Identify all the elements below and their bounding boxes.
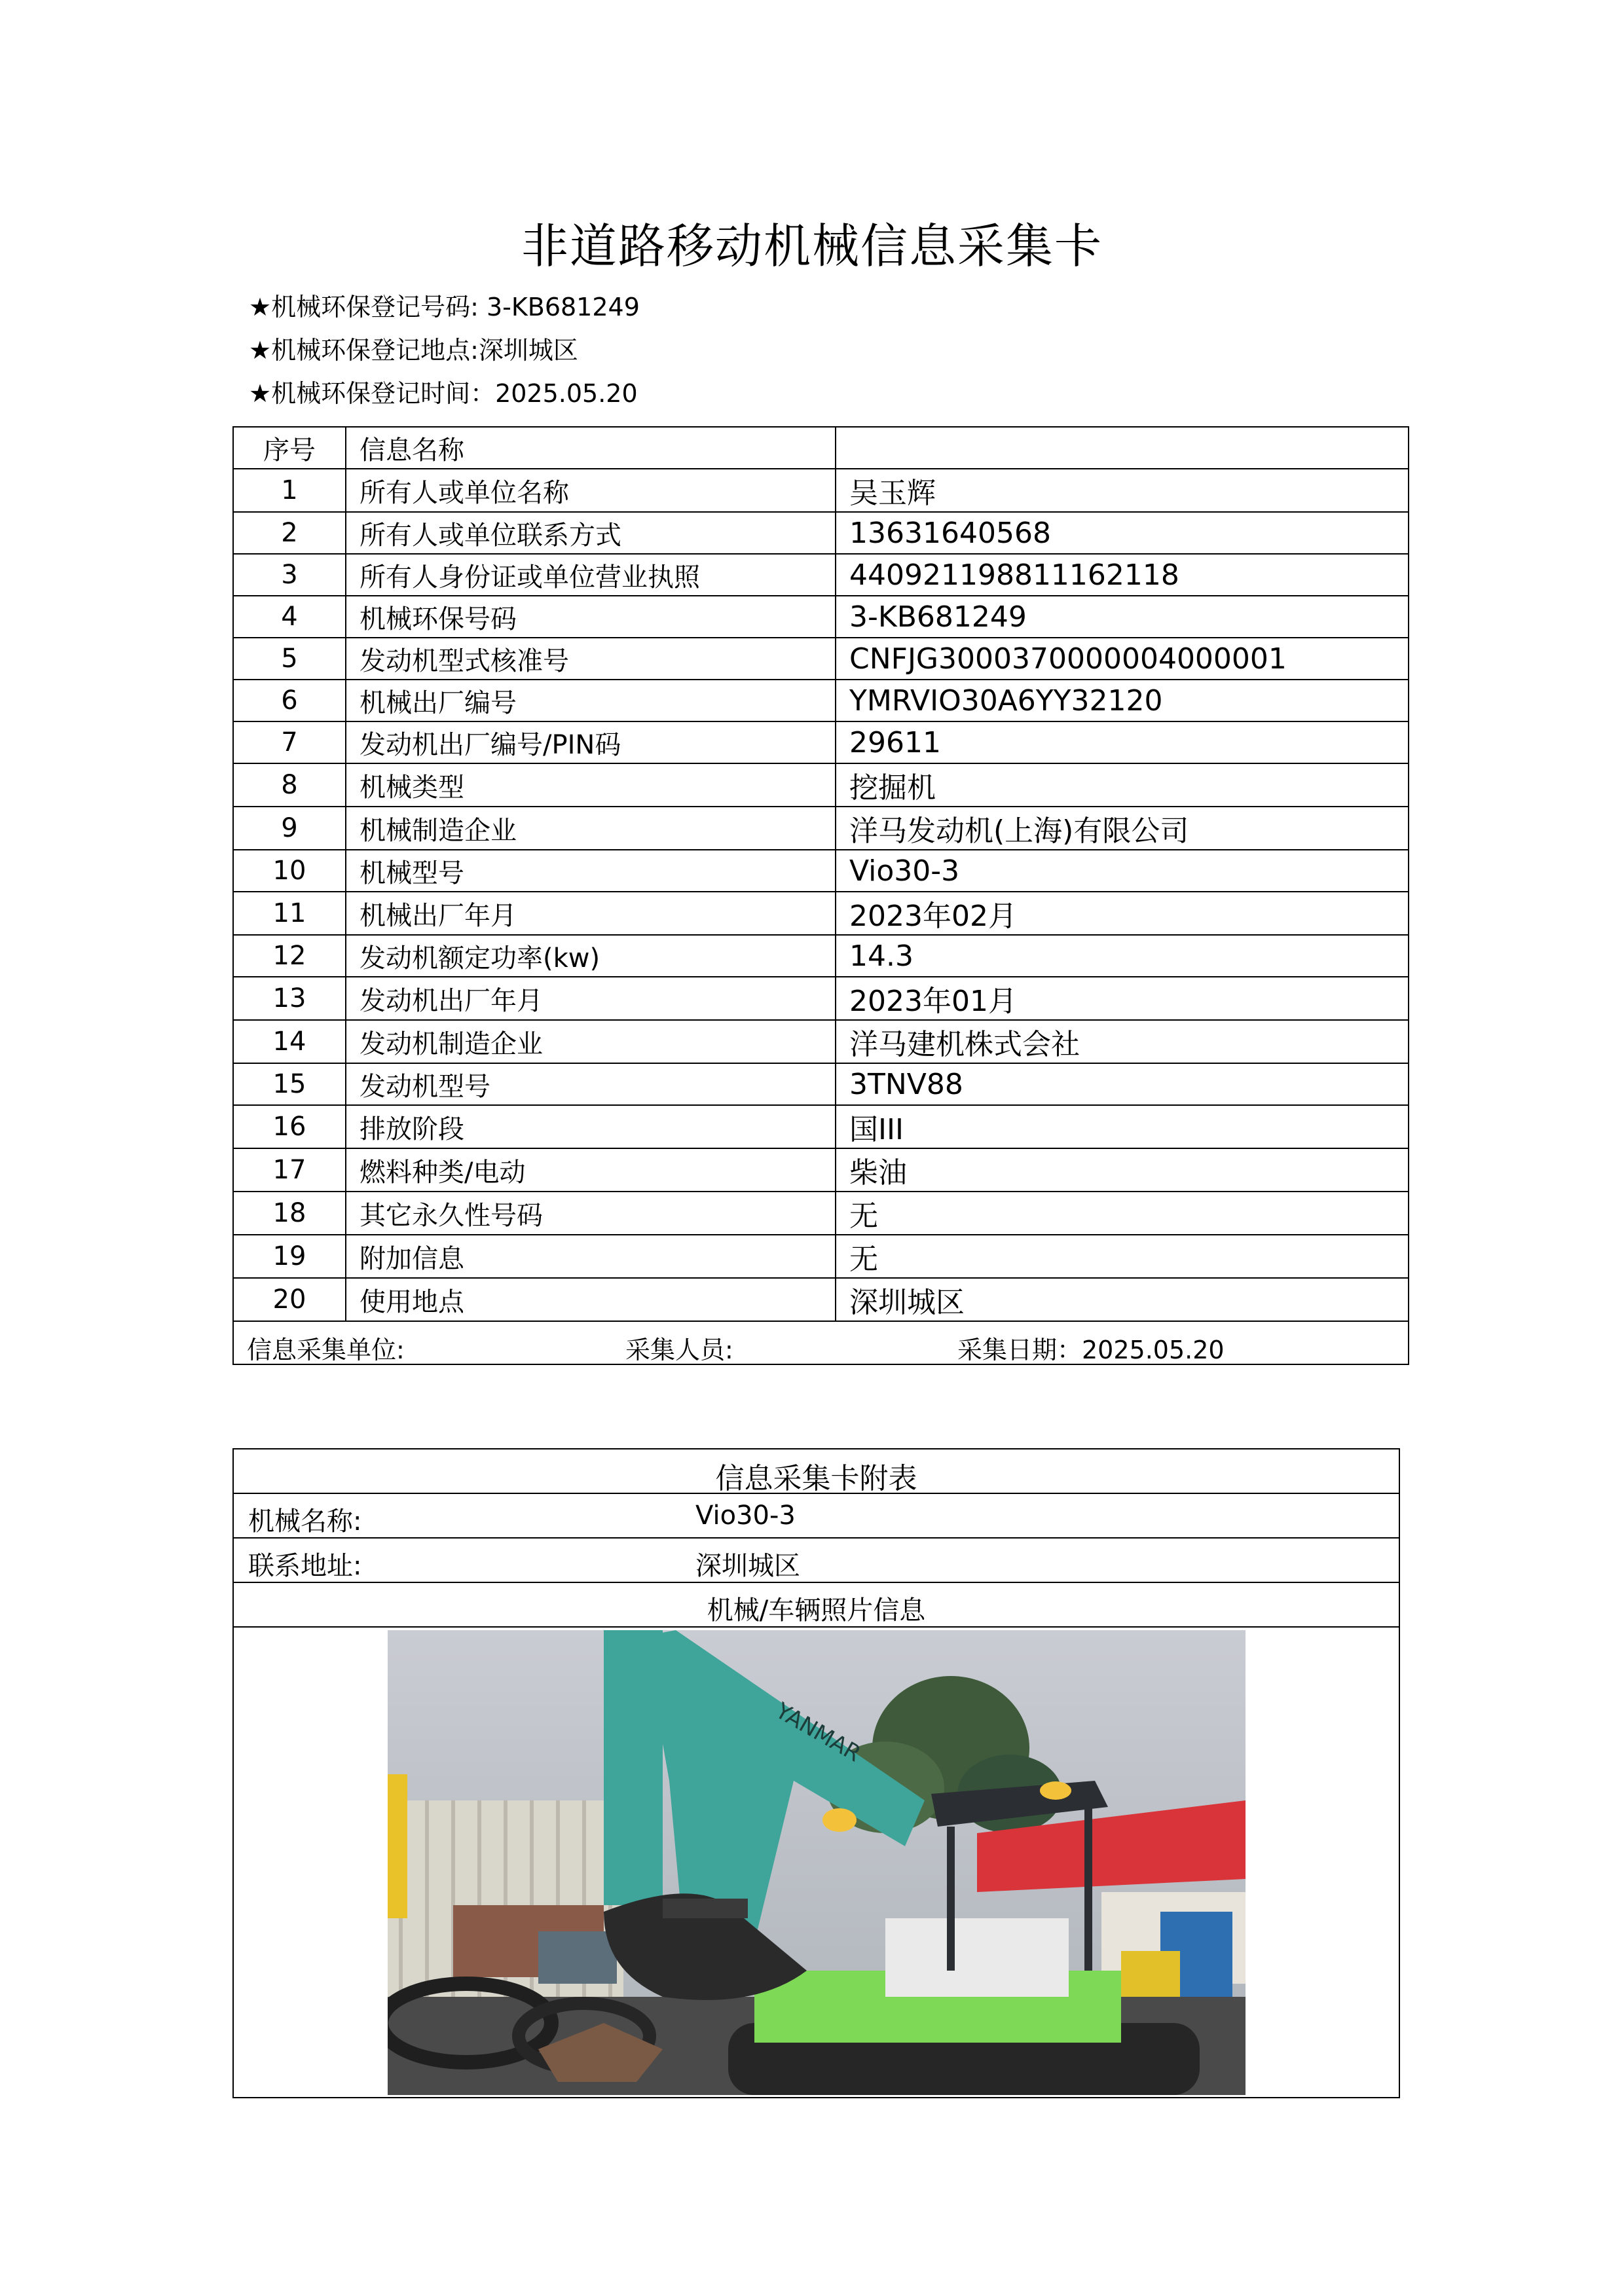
row-field-name: 发动机型式核准号 bbox=[346, 638, 836, 680]
row-field-name: 使用地点 bbox=[346, 1278, 836, 1321]
row-index: 14 bbox=[233, 1020, 346, 1063]
machine-name-label: 机械名称: bbox=[248, 1506, 362, 1537]
row-field-value: 3-KB681249 bbox=[836, 596, 1409, 638]
table-row bbox=[233, 807, 1409, 850]
row-index: 17 bbox=[233, 1148, 346, 1192]
registration-location: ★机械环保登记地点:深圳城区 bbox=[249, 336, 578, 365]
table-row bbox=[233, 1020, 1409, 1063]
row-index: 6 bbox=[233, 680, 346, 721]
table-row bbox=[233, 554, 1409, 596]
row-field-value: 无 bbox=[836, 1192, 1409, 1235]
row-index: 4 bbox=[233, 596, 346, 638]
row-field-value: CNFJG3000370000004000001 bbox=[836, 638, 1409, 680]
header-name: 信息名称 bbox=[346, 427, 836, 469]
appendix-table bbox=[232, 1448, 1400, 2098]
row-field-value: 国III bbox=[836, 1105, 1409, 1148]
photo-brand-text: YANMAR bbox=[771, 1698, 866, 1768]
row-field-name: 机械型号 bbox=[346, 850, 836, 892]
table-header-row bbox=[233, 427, 1409, 469]
table-row bbox=[233, 638, 1409, 680]
row-index: 7 bbox=[233, 721, 346, 763]
table-row bbox=[233, 1148, 1409, 1192]
table-row bbox=[233, 1235, 1409, 1278]
appendix-address-row bbox=[234, 1539, 1399, 1583]
table-row bbox=[233, 1278, 1409, 1321]
row-field-value: 14.3 bbox=[836, 935, 1409, 977]
appendix-title: 信息采集卡附表 bbox=[715, 1462, 917, 1495]
table-row bbox=[233, 977, 1409, 1020]
header-value bbox=[836, 427, 1409, 469]
table-footer-row bbox=[233, 1321, 1409, 1364]
table-row bbox=[233, 512, 1409, 554]
machine-photo bbox=[388, 1630, 1246, 2095]
row-index: 13 bbox=[233, 977, 346, 1020]
row-field-value: 2023年01月 bbox=[836, 977, 1409, 1020]
collection-date: 采集日期：2025.05.20 bbox=[957, 1336, 1225, 1364]
row-field-value: 440921198811162118 bbox=[836, 554, 1409, 596]
registration-time: ★机械环保登记时间：2025.05.20 bbox=[249, 379, 638, 408]
table-row bbox=[233, 680, 1409, 721]
page-title: 非道路移动机械信息采集卡 bbox=[521, 219, 1103, 274]
photo-label: 机械/车辆照片信息 bbox=[707, 1595, 926, 1626]
row-field-value: 3TNV88 bbox=[836, 1063, 1409, 1105]
row-index: 10 bbox=[233, 850, 346, 892]
table-row bbox=[233, 892, 1409, 935]
header-index: 序号 bbox=[233, 427, 346, 469]
row-index: 16 bbox=[233, 1105, 346, 1148]
row-field-value: 29611 bbox=[836, 721, 1409, 763]
row-field-name: 发动机制造企业 bbox=[346, 1020, 836, 1063]
row-field-name: 机械制造企业 bbox=[346, 807, 836, 850]
table-row bbox=[233, 469, 1409, 512]
row-field-value: Vio30-3 bbox=[836, 850, 1409, 892]
appendix-title-row bbox=[234, 1449, 1399, 1494]
row-field-value: YMRVIO30A6YY32120 bbox=[836, 680, 1409, 721]
row-index: 5 bbox=[233, 638, 346, 680]
row-field-name: 机械环保号码 bbox=[346, 596, 836, 638]
row-field-value: 挖掘机 bbox=[836, 763, 1409, 807]
row-field-name: 机械出厂年月 bbox=[346, 892, 836, 935]
row-index: 2 bbox=[233, 512, 346, 554]
row-index: 18 bbox=[233, 1192, 346, 1235]
row-field-value: 吴玉辉 bbox=[836, 469, 1409, 512]
table-row bbox=[233, 596, 1409, 638]
row-field-value: 13631640568 bbox=[836, 512, 1409, 554]
collection-footer bbox=[233, 1321, 1409, 1364]
row-field-name: 发动机出厂年月 bbox=[346, 977, 836, 1020]
row-index: 11 bbox=[233, 892, 346, 935]
address-value: 深圳城区 bbox=[695, 1551, 800, 1581]
row-field-name: 燃料种类/电动 bbox=[346, 1148, 836, 1192]
row-index: 15 bbox=[233, 1063, 346, 1105]
row-field-name: 机械类型 bbox=[346, 763, 836, 807]
info-table bbox=[232, 426, 1409, 1365]
row-index: 8 bbox=[233, 763, 346, 807]
row-field-value: 洋马发动机(上海)有限公司 bbox=[836, 807, 1409, 850]
row-field-value: 洋马建机株式会社 bbox=[836, 1020, 1409, 1063]
row-index: 9 bbox=[233, 807, 346, 850]
excavator-illustration bbox=[388, 1630, 1246, 2095]
row-index: 12 bbox=[233, 935, 346, 977]
row-field-value: 柴油 bbox=[836, 1148, 1409, 1192]
address-label: 联系地址: bbox=[248, 1551, 362, 1581]
row-field-name: 所有人或单位联系方式 bbox=[346, 512, 836, 554]
row-field-name: 所有人或单位名称 bbox=[346, 469, 836, 512]
table-row bbox=[233, 1063, 1409, 1105]
row-field-value: 无 bbox=[836, 1235, 1409, 1278]
row-index: 19 bbox=[233, 1235, 346, 1278]
appendix-photo-row bbox=[234, 1583, 1399, 1628]
table-row bbox=[233, 850, 1409, 892]
row-field-value: 深圳城区 bbox=[836, 1278, 1409, 1321]
row-index: 3 bbox=[233, 554, 346, 596]
row-field-name: 其它永久性号码 bbox=[346, 1192, 836, 1235]
table-row bbox=[233, 721, 1409, 763]
appendix-name-row bbox=[234, 1494, 1399, 1539]
row-field-name: 所有人身份证或单位营业执照 bbox=[346, 554, 836, 596]
row-field-name: 发动机出厂编号/PIN码 bbox=[346, 721, 836, 763]
row-field-name: 机械出厂编号 bbox=[346, 680, 836, 721]
row-field-value: 2023年02月 bbox=[836, 892, 1409, 935]
row-index: 1 bbox=[233, 469, 346, 512]
row-index: 20 bbox=[233, 1278, 346, 1321]
collection-person: 采集人员: bbox=[625, 1336, 733, 1364]
row-field-name: 发动机额定功率(kw) bbox=[346, 935, 836, 977]
machine-name-value: Vio30-3 bbox=[695, 1501, 796, 1531]
table-row bbox=[233, 1192, 1409, 1235]
collection-unit: 信息采集单位: bbox=[247, 1336, 405, 1364]
row-field-name: 排放阶段 bbox=[346, 1105, 836, 1148]
table-row bbox=[233, 1105, 1409, 1148]
row-field-name: 发动机型号 bbox=[346, 1063, 836, 1105]
registration-number: ★机械环保登记号码: 3-KB681249 bbox=[249, 293, 640, 321]
row-field-name: 附加信息 bbox=[346, 1235, 836, 1278]
table-row bbox=[233, 935, 1409, 977]
table-row bbox=[233, 763, 1409, 807]
